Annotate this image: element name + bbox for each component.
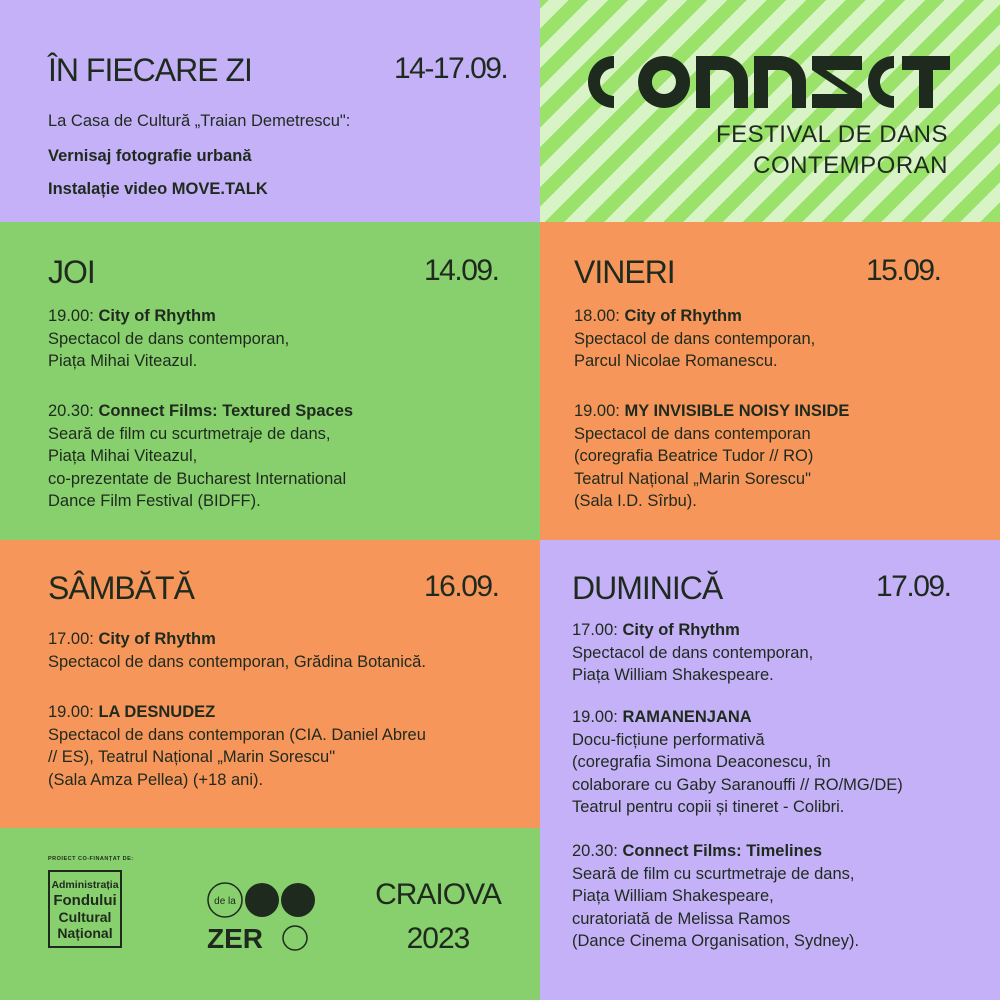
saturday-date: 16.09.	[424, 570, 499, 603]
every-day-venue: La Casa de Cultură „Traian Demetrescu":	[48, 112, 351, 130]
thursday-event-2: 20.30: Connect Films: Textured Spaces Seară de film cu scurtmetraje de dans, Piața Mihai Viteazul, co-prezentate de Bucharest International Dance Film Festival (BIDFF).	[48, 402, 354, 510]
sunday-event-1: 17.00: City of Rhythm Spectacol de dans contemporan, Piața William Shakespeare.	[572, 621, 814, 684]
saturday-title: SÂMBĂTĂ	[48, 570, 194, 606]
friday-date: 15.09.	[866, 254, 941, 287]
cofinanced-label: PROIECT CO-FINANȚAT DE:	[48, 856, 134, 862]
svg-text:de la: de la	[214, 896, 236, 907]
thursday-title: JOI	[48, 254, 95, 290]
every-day-item-1: Vernisaj fotografie urbană	[48, 147, 252, 165]
festival-subtitle-2: CONTEMPORAN	[753, 152, 948, 179]
sunday-date: 17.09.	[876, 570, 951, 603]
friday-event-2: 19.00: MY INVISIBLE NOISY INSIDE Spectacol de dans contemporan (coregrafia Beatrice Tudor // RO) Teatrul Național „Marin Sorescu" (Sala I.D. Sîrbu).	[574, 402, 850, 510]
svg-text:ZER: ZER	[207, 923, 263, 952]
sunday-title: DUMINICĂ	[572, 570, 723, 606]
every-day-item-2: Instalație video MOVE.TALK	[48, 180, 268, 198]
saturday-event-2: 19.00: LA DESNUDEZ Spectacol de dans contemporan (CIA. Daniel Abreu // ES), Teatrul Național „Marin Sorescu" (Sala Amza Pellea) (+18 ani).	[48, 703, 426, 789]
every-day-dates: 14-17.09.	[394, 52, 508, 85]
city-name: CRAIOVA	[375, 878, 501, 911]
year: 2023	[406, 922, 470, 955]
connect-wordmark	[586, 52, 952, 112]
sunday-event-2: 19.00: RAMANENJANA Docu-ficțiune performativă (coregrafia Simona Deaconescu, în colaborare cu Gaby Saranouffi // RO/MG/DE) Teatrul pentru copii și tineret - Colibri.	[572, 708, 903, 816]
thursday-event-1: 19.00: City of Rhythm Spectacol de dans contemporan, Piața Mihai Viteazul.	[48, 307, 290, 370]
friday-title: VINERI	[574, 254, 675, 290]
dela-zero-mark	[205, 878, 315, 952]
connect-logo	[586, 52, 952, 117]
saturday-event-1: 17.00: City of Rhythm Spectacol de dans contemporan, Grădina Botanică.	[48, 630, 426, 671]
afcn-logo: Administrația Fondului Cultural Național	[48, 870, 122, 948]
thursday-date: 14.09.	[424, 254, 499, 287]
festival-subtitle-1: FESTIVAL DE DANS	[715, 121, 948, 148]
dela-zero-logo	[205, 878, 315, 952]
every-day-title: ÎN FIECARE ZI	[48, 52, 252, 88]
friday-event-1: 18.00: City of Rhythm Spectacol de dans contemporan, Parcul Nicolae Romanescu.	[574, 307, 816, 370]
sunday-event-3: 20.30: Connect Films: Timelines Seară de film cu scurtmetraje de dans, Piața William Shakespeare, curatoriată de Melissa Ramos (Dance Cinema Organisation, Sydney).	[572, 842, 860, 950]
